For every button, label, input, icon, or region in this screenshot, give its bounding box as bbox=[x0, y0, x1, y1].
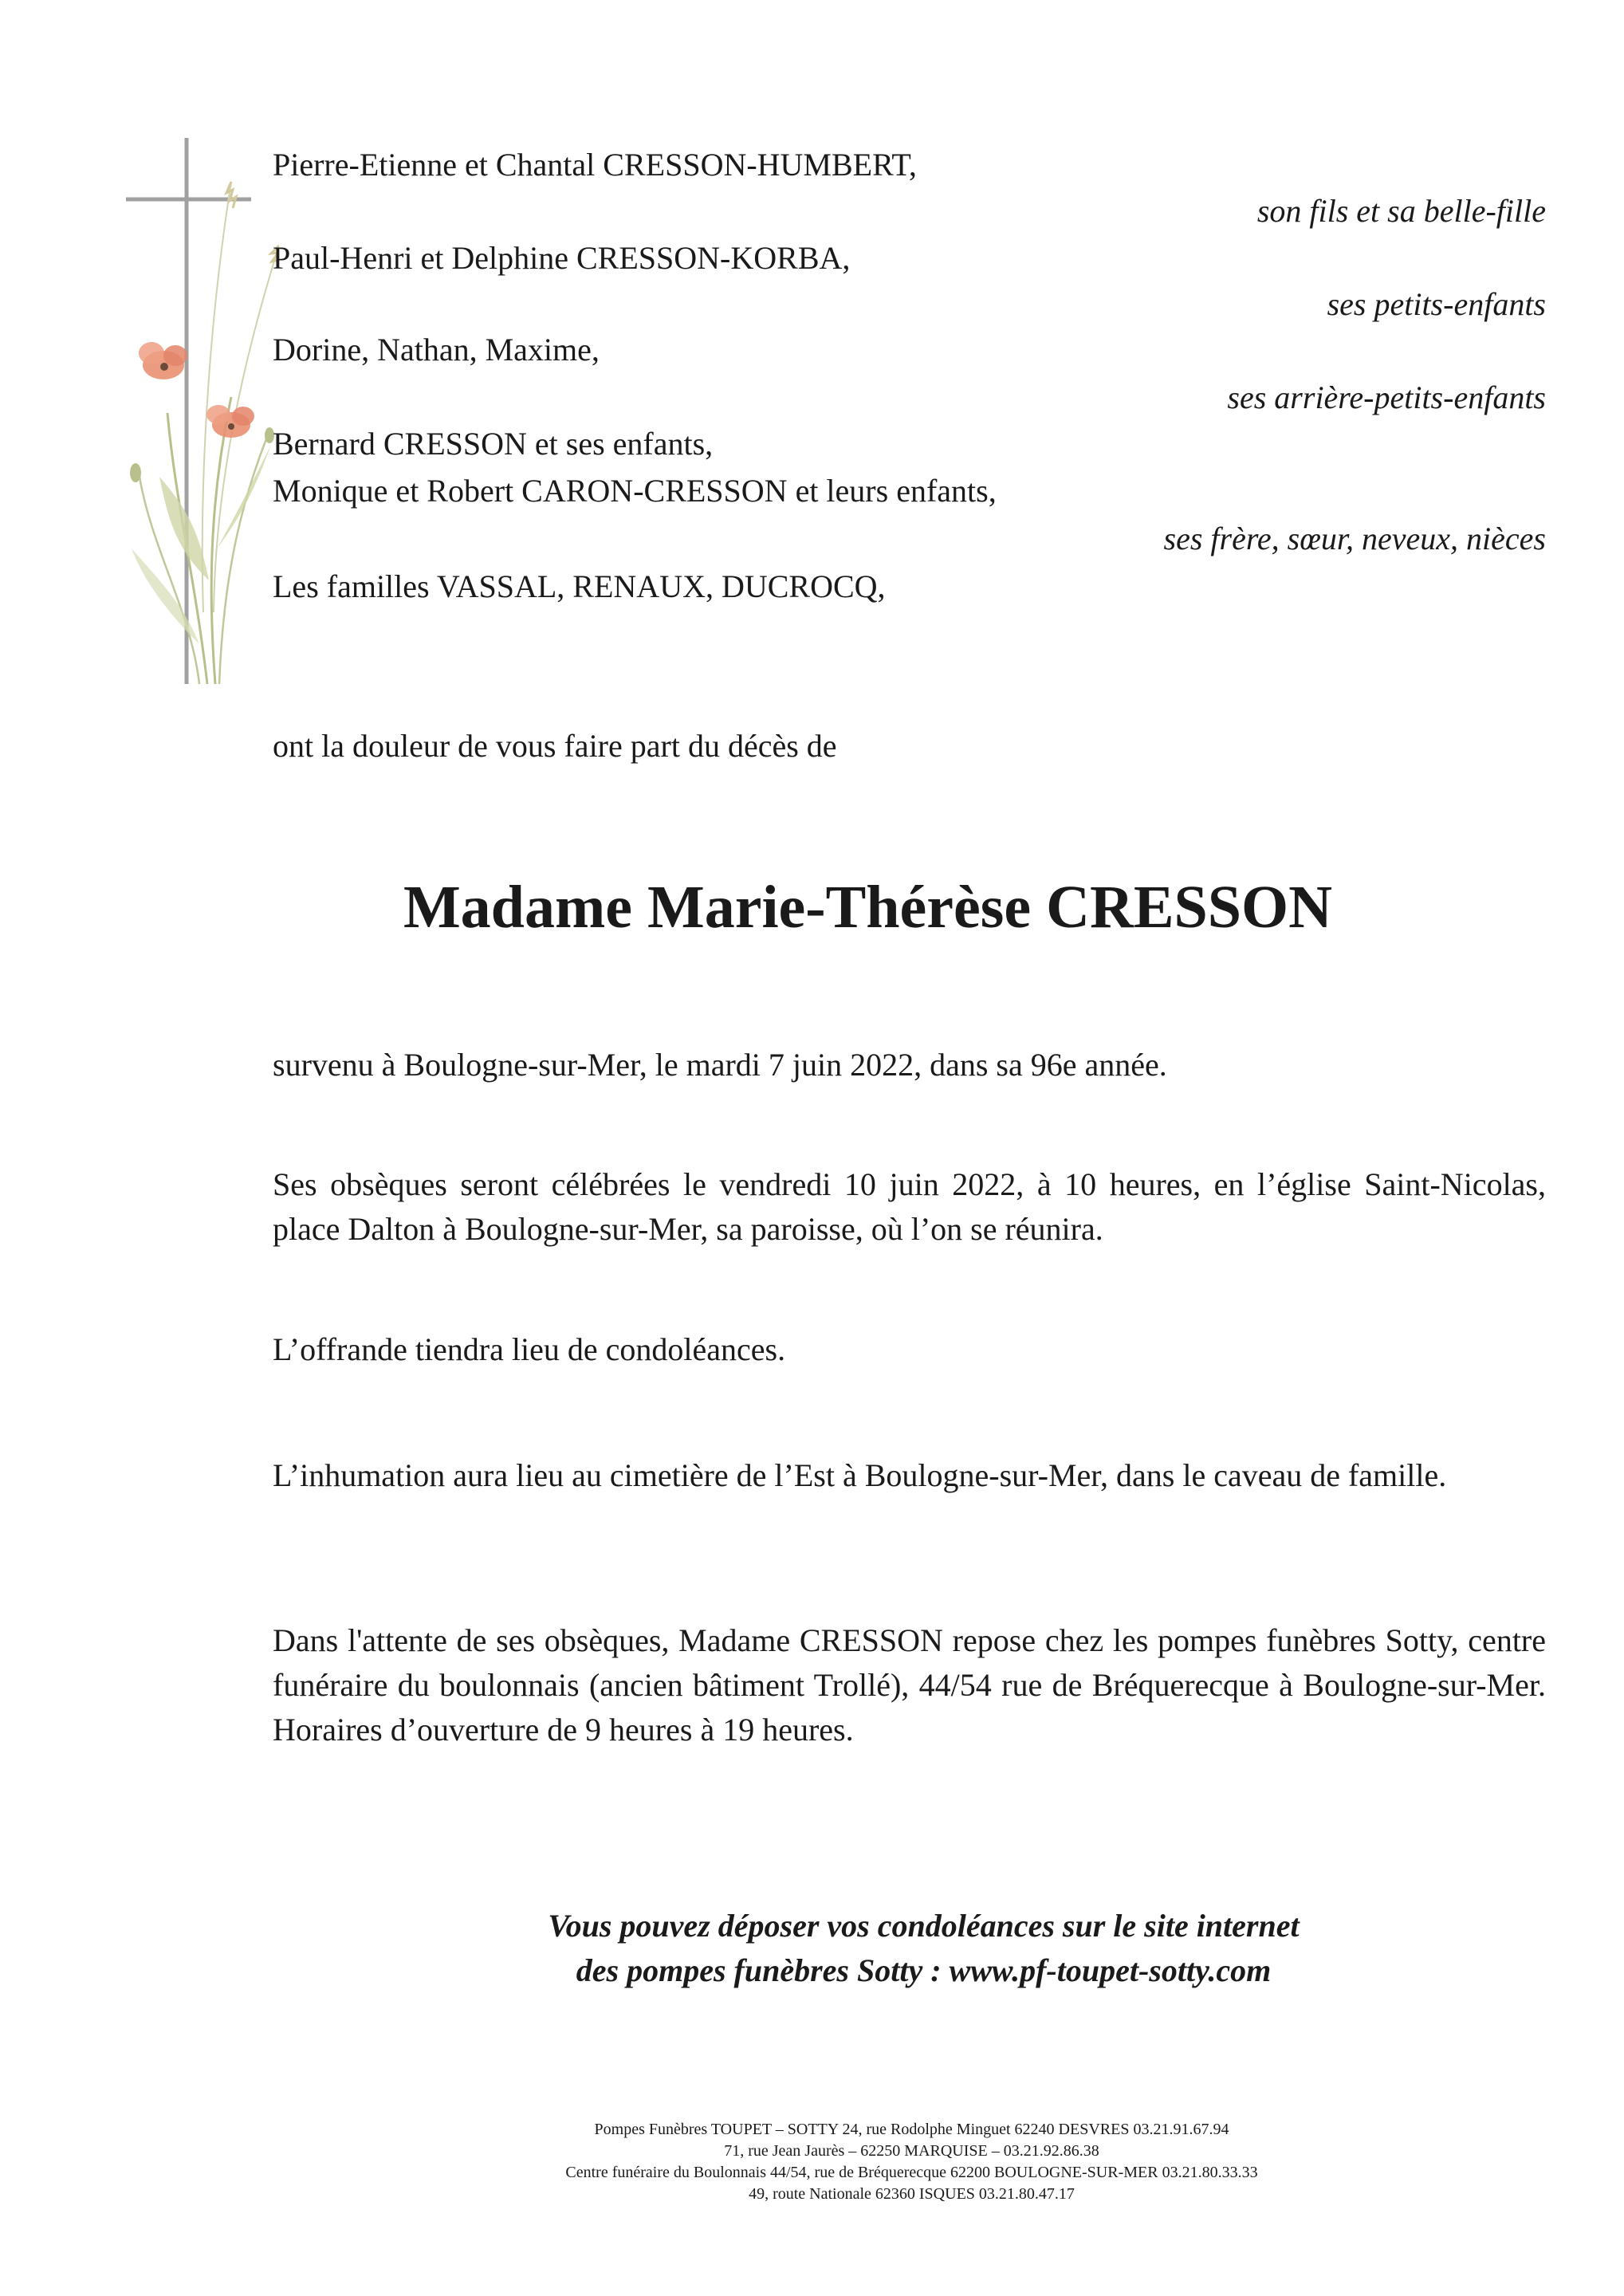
family-name-3: Dorine, Nathan, Maxime, bbox=[273, 332, 600, 368]
announcement: ont la douleur de vous faire part du décès de bbox=[273, 728, 837, 764]
burial-info: L’inhumation aura lieu au cimetière de l’Est à Boulogne-sur-Mer, dans le caveau de famille. bbox=[273, 1457, 1447, 1493]
offering-info: L’offrande tiendra lieu de condoléances. bbox=[273, 1331, 786, 1367]
footer-line-4: 49, route Nationale 62360 ISQUES 03.21.80.47.17 bbox=[749, 2185, 1075, 2203]
family-name-5: Monique et Robert CARON-CRESSON et leurs enfants, bbox=[273, 473, 997, 509]
footer-line-2: 71, rue Jean Jaurès – 62250 MARQUISE – 03.21.92.86.38 bbox=[724, 2142, 1099, 2160]
relation-4: ses frère, sœur, neveux, nièces bbox=[1163, 521, 1546, 556]
condolence-note-line-1: Vous pouvez déposer vos condoléances sur le site internet bbox=[548, 1908, 1300, 1944]
relation-1: son fils et sa belle-fille bbox=[1256, 193, 1546, 229]
footer-line-3: Centre funéraire du Boulonnais 44/54, rue de Bréquerecque 62200 BOULOGNE-SUR-MER 03.21.80.33.33 bbox=[565, 2164, 1258, 2181]
family-name-6: Les familles VASSAL, RENAUX, DUCROCQ, bbox=[273, 568, 886, 604]
deceased-name: Madame Marie-Thérèse CRESSON bbox=[403, 874, 1333, 941]
relation-2: ses petits-enfants bbox=[1327, 286, 1546, 322]
rest-info: Dans l'attente de ses obsèques, Madame CRESSON repose chez les pompes funèbres Sotty, centre funéraire du boulonnais (ancien bâtiment Trollé), 44/54 rue de Bréquerecque à Boulogne-sur-Mer. Horaires d’ouverture de 9 heures à 19 heures. bbox=[273, 1622, 1546, 1748]
funeral-info: Ses obsèques seront célébrées le vendredi 10 juin 2022, à 10 heures, en l’église Saint-Nicolas, place Dalton à Boulogne-sur-Mer, sa paroisse, où l’on se réunira. bbox=[273, 1166, 1546, 1247]
family-name-2: Paul-Henri et Delphine CRESSON-KORBA, bbox=[273, 240, 851, 276]
condolence-note bbox=[0, 1904, 1624, 1993]
condolence-note-line-2: des pompes funèbres Sotty : www.pf-toupet-sotty.com bbox=[576, 1952, 1272, 1988]
relation-3: ses arrière-petits-enfants bbox=[1227, 379, 1546, 415]
footer-address bbox=[0, 2119, 1624, 2205]
family-name-4: Bernard CRESSON et ses enfants, bbox=[273, 426, 714, 462]
cross-with-poppies-icon bbox=[120, 134, 279, 692]
footer-line-1: Pompes Funèbres TOUPET – SOTTY 24, rue Rodolphe Minguet 62240 DESVRES 03.21.91.67.94 bbox=[594, 2121, 1229, 2138]
family-name-1: Pierre-Etienne et Chantal CRESSON-HUMBERT, bbox=[273, 147, 917, 183]
death-info: survenu à Boulogne-sur-Mer, le mardi 7 juin 2022, dans sa 96e année. bbox=[273, 1047, 1167, 1083]
